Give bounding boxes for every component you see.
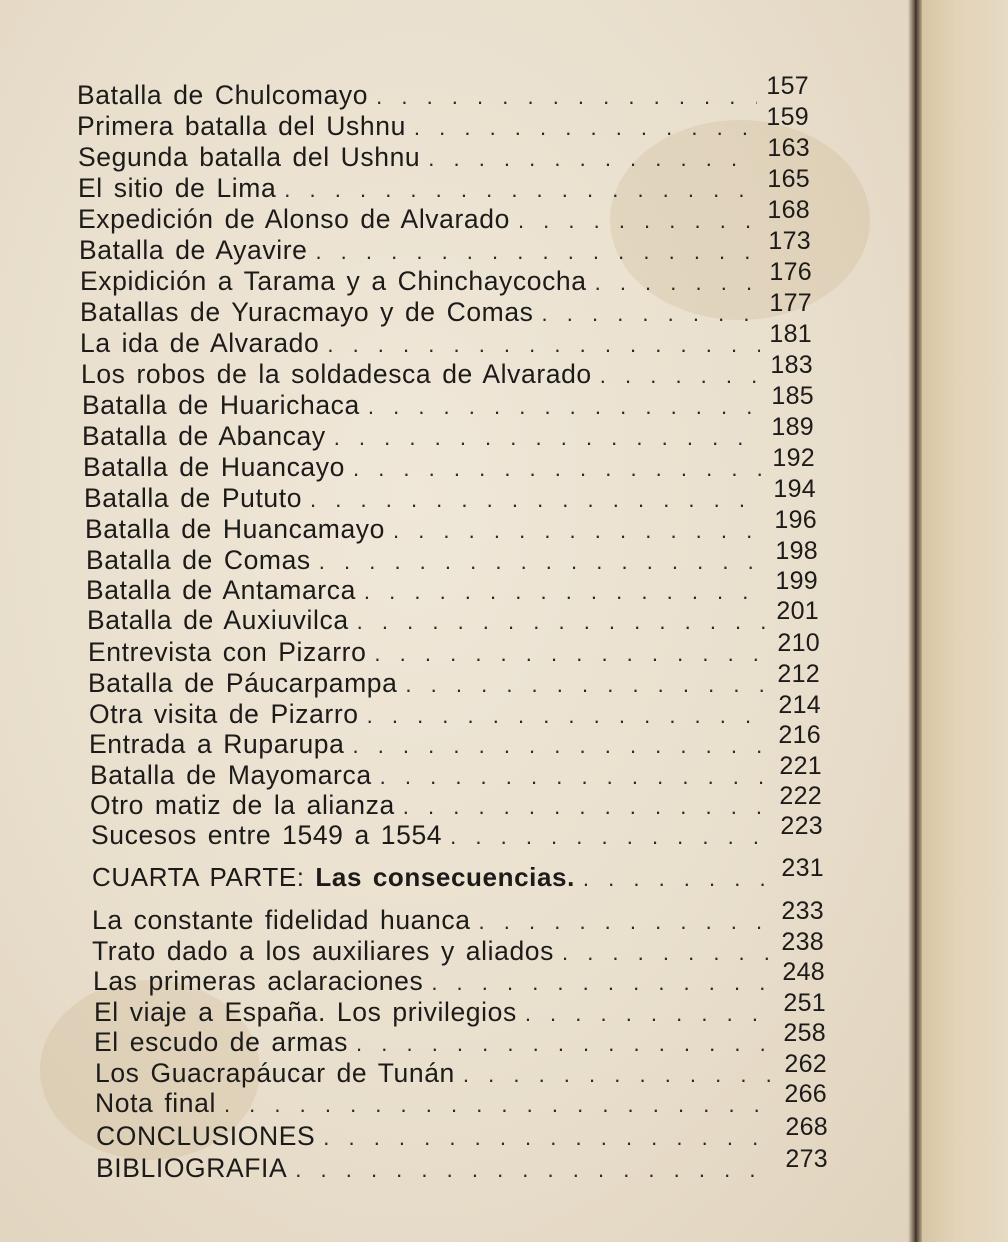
toc-entry-page: 159 — [766, 103, 809, 131]
toc-entry-title: Las primeras aclaraciones — [93, 966, 424, 996]
toc-entry — [94, 989, 826, 1028]
dot-leader — [376, 84, 757, 110]
toc-entry — [84, 475, 816, 514]
toc-entry — [86, 567, 818, 606]
dot-leader — [403, 794, 770, 820]
toc-entry — [89, 691, 821, 730]
toc-entry-title: Entrada a Ruparupa — [89, 729, 345, 759]
toc-entry — [96, 1145, 828, 1184]
toc-entry-title: Segunda batalla del Ushnu — [78, 142, 421, 172]
toc-entry-title: La ida de Alvarado — [80, 328, 320, 358]
toc-entry-page: 201 — [776, 597, 819, 625]
toc-entry — [92, 897, 824, 936]
toc-entry — [82, 413, 814, 452]
toc-entry — [93, 958, 825, 997]
toc-entry-page: 248 — [782, 958, 825, 986]
toc-entry-page: 231 — [781, 854, 824, 882]
dot-leader — [450, 824, 771, 850]
toc-entry-page: 222 — [779, 782, 822, 810]
dot-leader — [405, 672, 768, 698]
toc-entry-title: Batalla de Antamarca — [86, 575, 356, 605]
toc-entry-title: Batalla de Comas — [86, 545, 311, 575]
toc-entry — [77, 72, 809, 111]
dot-leader — [356, 1031, 774, 1057]
toc-entry — [80, 289, 812, 328]
dot-leader — [334, 425, 762, 451]
toc-entry-title: Batalla de Huarichaca — [82, 390, 360, 420]
toc-entry-title: Batalla de Auxiuvilca — [87, 605, 349, 635]
toc-entry-page: 198 — [775, 537, 818, 565]
toc-entry-page: 214 — [778, 691, 821, 719]
toc-entry-page: 210 — [777, 629, 820, 657]
toc-entry — [83, 444, 815, 483]
toc-entry-title: CONCLUSIONES — [96, 1121, 316, 1151]
dot-leader — [323, 1125, 776, 1151]
part-heading-text — [92, 862, 575, 893]
part-title: Las consecuencias. — [315, 862, 575, 892]
toc-entry-title: El escudo de armas — [94, 1027, 349, 1057]
toc-entry-page: 223 — [780, 812, 823, 840]
toc-entry-page: 173 — [768, 227, 811, 255]
dot-leader — [479, 909, 772, 935]
dot-leader — [364, 579, 766, 605]
toc-entry — [96, 1113, 828, 1152]
toc-entry — [89, 721, 821, 760]
toc-entry-page: 221 — [779, 752, 822, 780]
toc-entry-page: 266 — [784, 1080, 827, 1108]
dot-leader — [393, 518, 765, 544]
dot-leader — [352, 733, 769, 759]
toc-entry-title: Otro matiz de la alianza — [90, 790, 395, 820]
toc-entry-page: 157 — [766, 72, 809, 100]
dot-leader — [353, 456, 763, 482]
toc-entry-title: Expidición a Tarama y a Chinchaycocha — [80, 266, 587, 296]
toc-entry-title: Expedición de Alonso de Alvarado — [78, 204, 510, 234]
dot-leader — [319, 549, 766, 575]
toc-entry — [78, 165, 810, 204]
toc-entry-page: 163 — [767, 134, 810, 162]
toc-entry-page: 196 — [774, 506, 817, 534]
toc-entry-page: 183 — [770, 351, 813, 379]
dot-leader — [595, 270, 760, 296]
dot-leader — [224, 1092, 775, 1118]
dot-leader — [284, 177, 758, 203]
toc-entry-page: 168 — [767, 196, 810, 224]
dot-leader — [583, 866, 772, 892]
toc-entry — [91, 812, 823, 851]
dot-leader — [463, 1062, 775, 1088]
toc-entry — [80, 320, 812, 359]
toc-entry-title: Los Guacrapáucar de Tunán — [95, 1058, 455, 1088]
toc-entry-page: 212 — [777, 660, 820, 688]
dot-leader — [367, 703, 769, 729]
toc-entry — [80, 258, 812, 297]
toc-entry-title: Batalla de Ayavire — [79, 235, 308, 265]
toc-entry-page: 185 — [771, 382, 814, 410]
toc-entry-title: Batalla de Chulcomayo — [77, 80, 369, 110]
toc-entry-page: 192 — [772, 444, 815, 472]
dot-leader — [600, 363, 761, 389]
toc-part-heading — [92, 854, 824, 893]
dot-leader — [357, 609, 767, 635]
toc-entry-page: 268 — [785, 1113, 828, 1141]
toc-entry-page: 216 — [778, 721, 821, 749]
toc-entry-page: 258 — [783, 1019, 826, 1047]
toc-entry-title: Batalla de Pututo — [84, 483, 303, 513]
toc-entry-title: Primera batalla del Ushnu — [77, 111, 406, 141]
part-label: CUARTA PARTE: — [92, 862, 305, 892]
toc-entry-page: 177 — [769, 289, 812, 317]
toc-entry-page: 233 — [781, 897, 824, 925]
toc-entry-title: BIBLIOGRAFIA — [96, 1153, 288, 1183]
toc-entry-title: Los robos de la soldadesca de Alvarado — [81, 359, 592, 389]
toc-entry — [90, 752, 822, 791]
dot-leader — [542, 301, 760, 327]
toc-entry-page: 238 — [781, 928, 824, 956]
toc-entry-title: Nota final — [95, 1088, 216, 1118]
toc-entry — [95, 1080, 827, 1119]
toc-entry-title: La constante fidelidad huanca — [92, 905, 471, 935]
toc-entry-page: 194 — [773, 475, 816, 503]
dot-leader — [315, 239, 759, 265]
toc-entry-page: 273 — [785, 1145, 828, 1173]
toc-entry — [88, 629, 820, 668]
dot-leader — [518, 208, 758, 234]
toc-entry-title: Batalla de Mayomarca — [90, 760, 372, 790]
dot-leader — [525, 1001, 774, 1027]
toc-entry-page: 165 — [767, 165, 810, 193]
toc-entry — [85, 506, 817, 545]
dot-leader — [431, 970, 773, 996]
toc-entry-title: Batalla de Páucarpampa — [88, 668, 398, 698]
toc-entry-title: Batalla de Abancay — [82, 421, 326, 451]
dot-leader — [310, 487, 764, 513]
toc-entry-page: 181 — [769, 320, 812, 348]
toc-entry-page: 189 — [771, 413, 814, 441]
toc-entry-page: 176 — [769, 258, 812, 286]
adjacent-page — [922, 0, 1008, 1242]
dot-leader — [380, 764, 770, 790]
toc-entry — [95, 1050, 827, 1089]
toc-entry-title: Otra visita de Pizarro — [89, 699, 359, 729]
toc-entry-page: 251 — [783, 989, 826, 1017]
dot-leader — [374, 641, 768, 667]
toc-entry — [86, 537, 818, 576]
toc-entry-title: Entrevista con Pizarro — [88, 637, 367, 667]
toc-entry — [82, 382, 814, 421]
toc-entry-title: Sucesos entre 1549 a 1554 — [91, 820, 443, 850]
toc-entry — [87, 597, 819, 636]
toc-entry-page: 199 — [775, 567, 818, 595]
toc-entry-title: Batalla de Huancayo — [83, 452, 345, 482]
dot-leader — [414, 115, 757, 141]
toc-entry — [81, 351, 813, 390]
dot-leader — [327, 332, 760, 358]
toc-entry — [92, 928, 824, 967]
toc-entry — [79, 227, 811, 266]
dot-leader — [295, 1157, 776, 1183]
dot-leader — [428, 146, 758, 172]
toc-entry-title: Batallas de Yuracmayo y de Comas — [80, 297, 534, 327]
toc-entry — [78, 196, 810, 235]
toc-entry — [90, 782, 822, 821]
toc-entry-title: El sitio de Lima — [78, 173, 277, 203]
toc-entry — [94, 1019, 826, 1058]
toc-entry — [77, 103, 809, 142]
dot-leader — [368, 394, 762, 420]
toc-entry — [78, 134, 810, 173]
toc-entry — [88, 660, 820, 699]
toc-entry-title: Batalla de Huancamayo — [85, 514, 385, 544]
toc-entry-title: El viaje a España. Los privilegios — [94, 997, 517, 1027]
toc-entry-page: 262 — [784, 1050, 827, 1078]
toc-entry-title: Trato dado a los auxiliares y aliados — [92, 936, 554, 966]
dot-leader — [562, 940, 772, 966]
